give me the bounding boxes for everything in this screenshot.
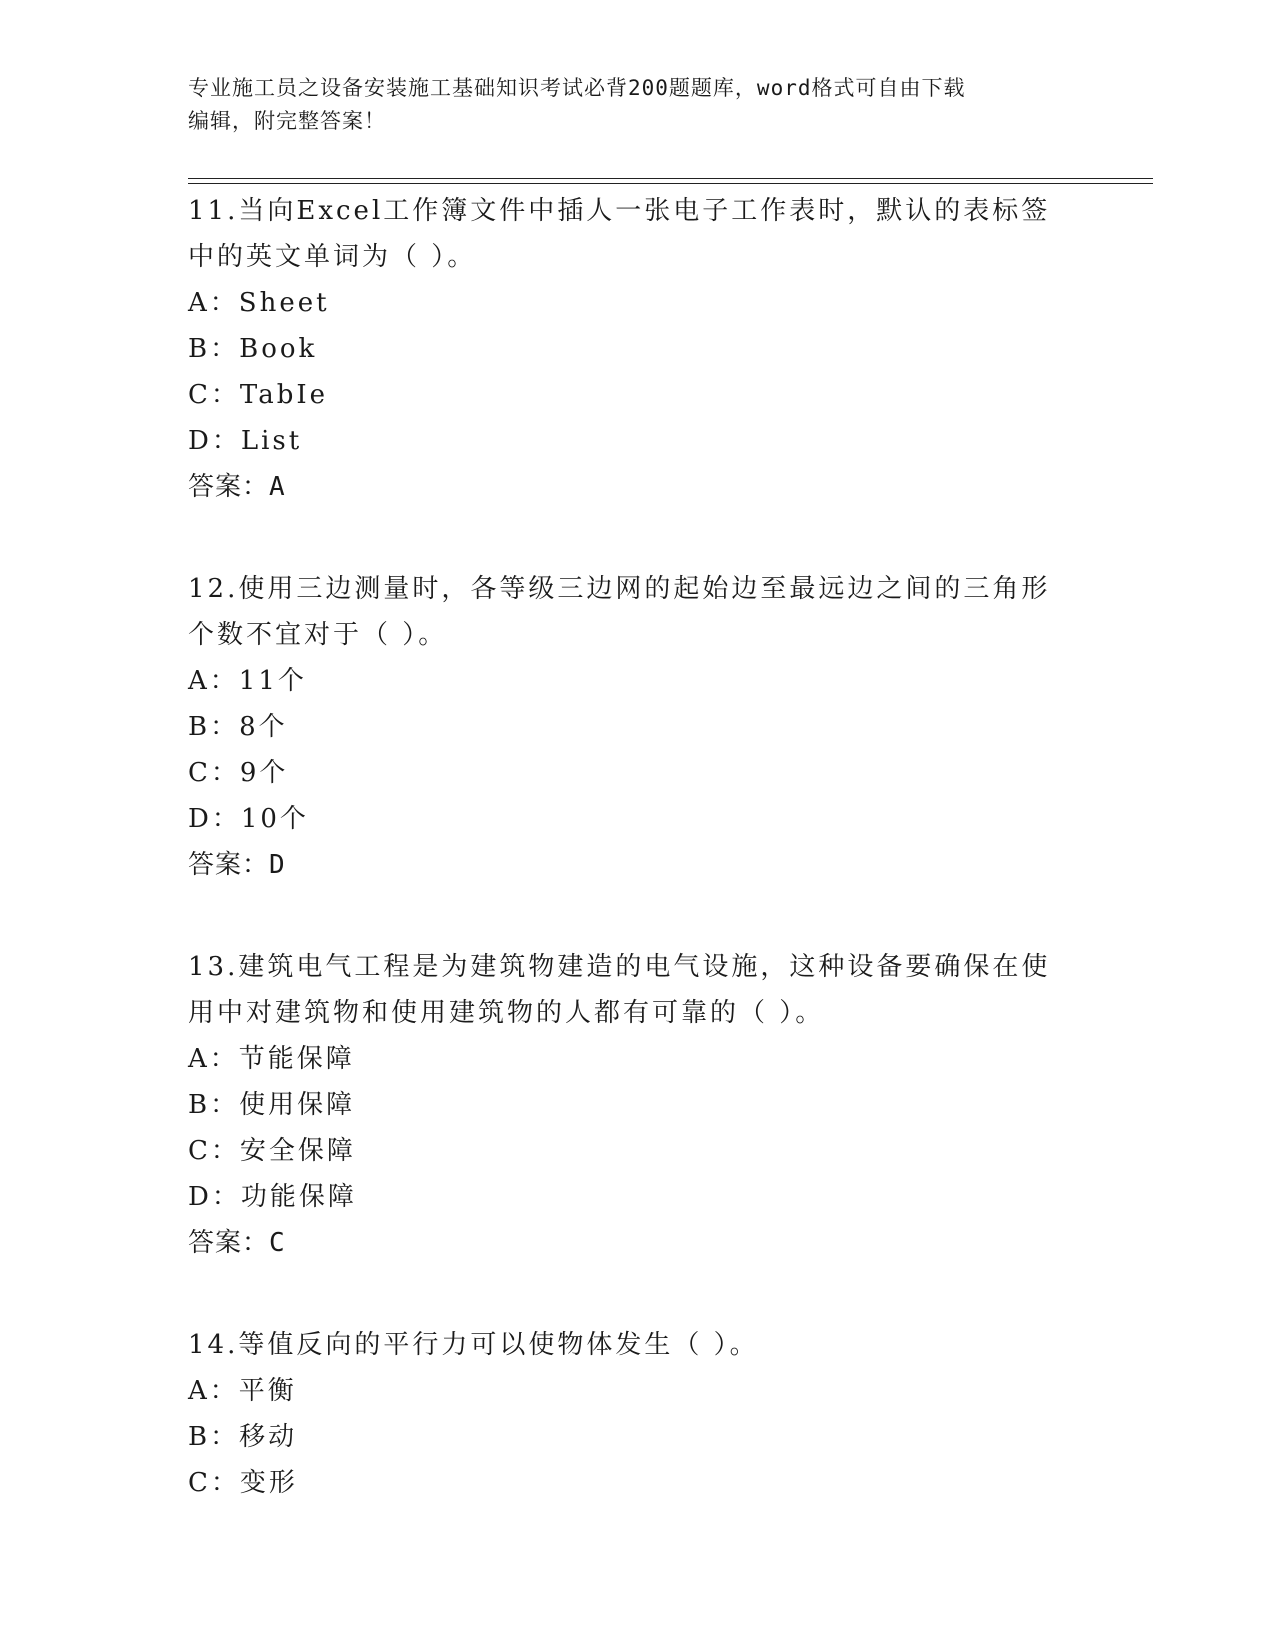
option-b: B：Book xyxy=(188,334,318,364)
option-c: C：变形 xyxy=(188,1468,298,1498)
option-a: A：平衡 xyxy=(188,1376,297,1406)
question-text: 11.当向Excel工作簿文件中插人一张电子工作表时，默认的表标签中的英文单词为（ ）。 xyxy=(188,196,1051,272)
option-b: B：移动 xyxy=(188,1422,298,1452)
question-spacer xyxy=(188,510,1088,566)
option-b: B：8个 xyxy=(188,712,288,742)
question-spacer xyxy=(188,888,1088,944)
question-14 xyxy=(188,1322,1088,1506)
answer: 答案：D xyxy=(188,850,286,880)
option-d: D：功能保障 xyxy=(188,1182,357,1212)
option-c: C：安全保障 xyxy=(188,1136,356,1166)
option-b: B：使用保障 xyxy=(188,1090,356,1120)
option-a: A：Sheet xyxy=(188,288,330,318)
header-line-1: 专业施工员之设备安装施工基础知识考试必背200题题库，word格式可自由下载 xyxy=(188,76,966,100)
answer: 答案：A xyxy=(188,472,286,502)
answer: 答案：C xyxy=(188,1228,286,1258)
option-c: C：9个 xyxy=(188,758,289,788)
question-text: 13.建筑电气工程是为建筑物建造的电气设施，这种设备要确保在使用中对建筑物和使用建筑物的人都有可靠的（ ）。 xyxy=(188,952,1051,1028)
option-a: A：节能保障 xyxy=(188,1044,355,1074)
question-spacer xyxy=(188,1266,1088,1322)
question-list xyxy=(188,188,1088,1506)
option-d: D：10个 xyxy=(188,804,309,834)
header-line-2: 编辑，附完整答案！ xyxy=(188,109,386,133)
option-a: A：11个 xyxy=(188,666,307,696)
question-text: 14.等值反向的平行力可以使物体发生（ ）。 xyxy=(188,1330,759,1360)
header-divider-bottom xyxy=(188,183,1153,184)
document-header xyxy=(188,72,1068,138)
option-d: D：List xyxy=(188,426,303,456)
header-divider-top xyxy=(188,178,1153,179)
question-12 xyxy=(188,566,1088,888)
option-c: C：TabIe xyxy=(188,380,329,410)
question-text: 12.使用三边测量时，各等级三边网的起始边至最远边之间的三角形个数不宜对于（ ）。 xyxy=(188,574,1051,650)
question-11 xyxy=(188,188,1088,510)
question-13 xyxy=(188,944,1088,1266)
